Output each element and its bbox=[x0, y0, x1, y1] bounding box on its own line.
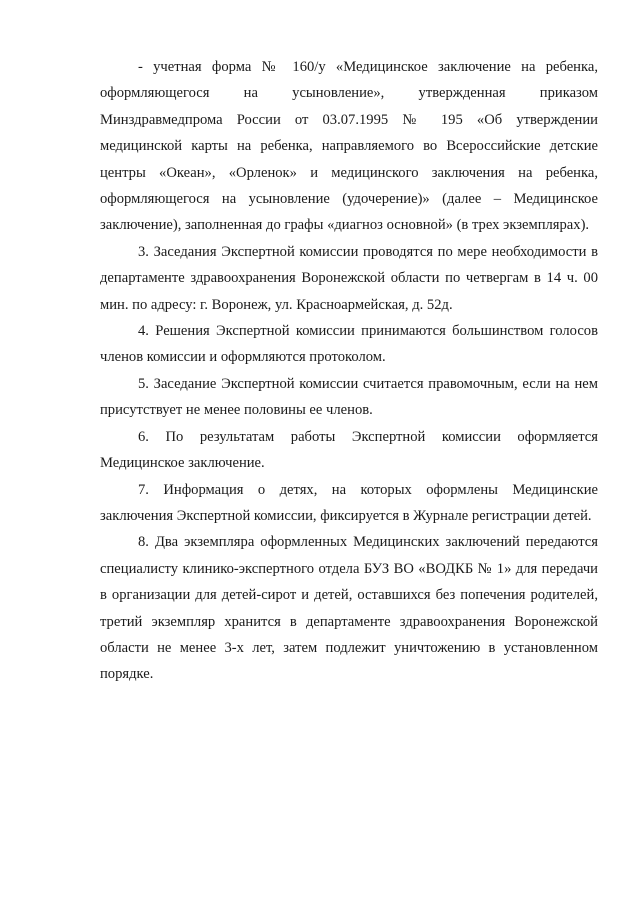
paragraph-8-copies: 8. Два экземпляра оформленных Медицинских заключений передаются специалисту клинико-экспертного отдела БУЗ ВО «ВОДКБ № 1» для передачи в организации для детей-сирот и детей, оставшихся без попечения родителей, третий экземпляр хранится в департаменте здравоохранения Воронежской области не менее 3-х лет, затем подлежит уничтожению в установленном порядке. bbox=[100, 534, 598, 683]
paragraph-record-form: - учетная форма № 160/у «Медицинское заключение на ребенка, оформляющегося на усыновление», утвержденная приказом Минздравмедпрома России от 03.07.1995 № 195 «Об утверждении медицинской карты на ребенка, направляемого во Всероссийские детские центры «Океан», «Орленок» и медицинского заключения на ребенка, оформляющегося на усыновление (удочерение)» (далее – Медицинское заключение), заполненная до графы «диагноз основной» (в трех экземплярах). bbox=[100, 59, 598, 234]
paragraph-7-journal: 7. Информация о детях, на которых оформлены Медицинские заключения Экспертной комиссии, фиксируется в Журнале регистрации детей. bbox=[100, 481, 598, 524]
document-body bbox=[100, 54, 598, 688]
paragraph-3-meetings: 3. Заседания Экспертной комиссии проводятся по мере необходимости в департаменте здравоохранения Воронежской области по четвергам в 14 ч. 00 мин. по адресу: г. Воронеж, ул. Красноармейская, д. 52д. bbox=[100, 243, 598, 313]
paragraph-4-decisions: 4. Решения Экспертной комиссии принимаются большинством голосов членов комиссии и оформляются протоколом. bbox=[100, 323, 598, 366]
paragraph-6-results: 6. По результатам работы Экспертной комиссии оформляется Медицинское заключение. bbox=[100, 428, 598, 472]
paragraph-5-quorum: 5. Заседание Экспертной комиссии считается правомочным, если на нем присутствует не менее половины ее членов. bbox=[100, 375, 598, 419]
